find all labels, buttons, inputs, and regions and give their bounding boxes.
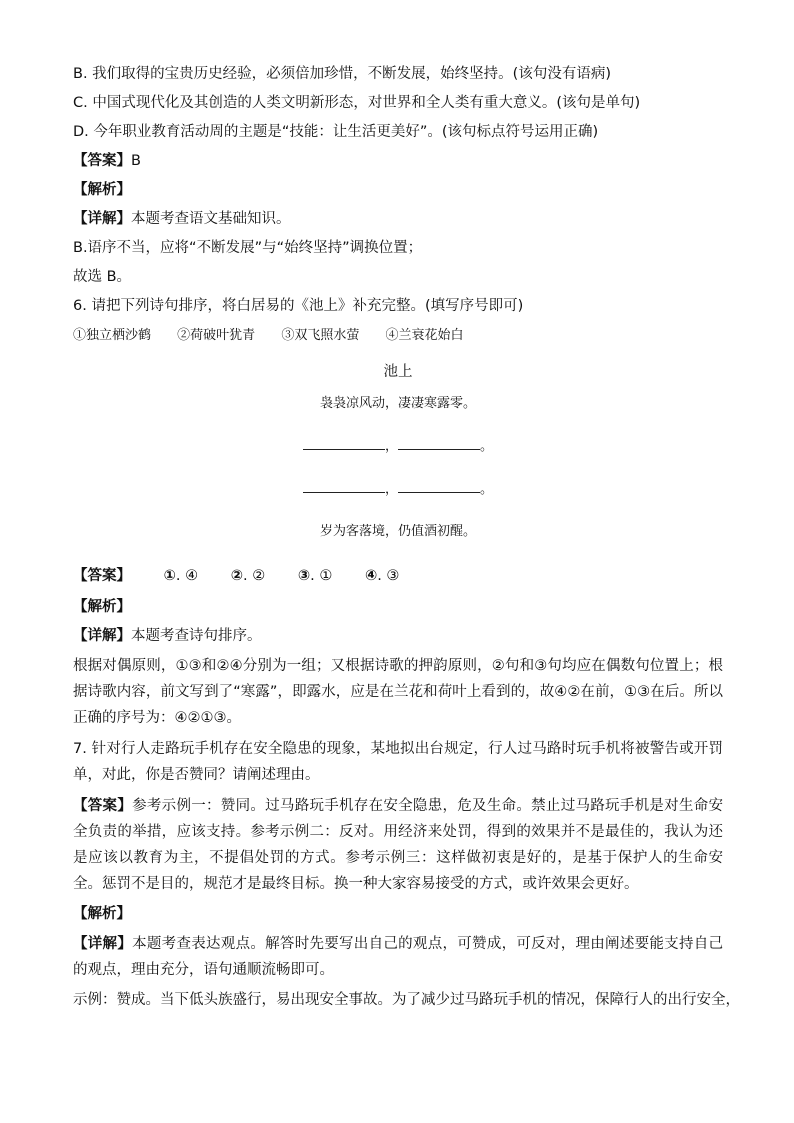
poem-blank-line xyxy=(73,478,723,501)
q7-detail xyxy=(73,931,723,983)
detail-text: 本题考查语文基础知识。 xyxy=(131,211,291,227)
document-page xyxy=(73,62,740,1017)
blank-separator: ， xyxy=(384,439,398,454)
blank-end: 。 xyxy=(480,482,494,497)
detail-label: 【详解】 xyxy=(73,628,131,644)
answer-slot: ④. ③ xyxy=(364,568,400,584)
detail-text: 本题考查表达观点。解答时先要写出自己的观点，可赞成，可反对，理由阐述要能支持自己的观点，理由充分，语句通顺流畅即可。 xyxy=(73,936,724,978)
q5-analysis-label: 【解析】 xyxy=(73,182,131,198)
q7-example: 示例：赞成。当下低头族盛行，易出现安全事故。为了减少过马路玩手机的情况，保障行人的出行安全， xyxy=(73,992,740,1008)
q6-answer xyxy=(73,563,723,589)
q6-option: ①独立栖沙鹤 xyxy=(73,328,152,343)
answer-blank xyxy=(398,478,480,493)
q5-detail-b: B.语序不当，应将“不断发展”与“始终坚持”调换位置； xyxy=(73,240,423,256)
q6-option: ②荷破叶犹青 xyxy=(177,328,256,343)
q6-options xyxy=(73,324,723,348)
answer-label: 【答案】 xyxy=(73,798,133,814)
detail-label: 【详解】 xyxy=(73,936,133,952)
q6-question: 6. 请把下列诗句排序，将白居易的《池上》补充完整。(填写序号即可) xyxy=(73,298,524,314)
q6-analysis-body: 根据对偶原则，①③和②④分别为一组；又根据诗歌的押韵原则，②句和③句均应在偶数句位置上；根据诗歌内容，前文写到了“寒露”，即露水，应是在兰花和荷叶上看到的，故④②在前，①③在后。所以正确的序号为：④②①③。 xyxy=(73,658,723,726)
q5-option-b: B. 我们取得的宝贵历史经验，必须倍加珍惜，不断发展，始终坚持。(该句没有语病) xyxy=(73,66,611,82)
answer-slot: ①. ④ xyxy=(163,568,199,584)
answer-text: 参考示例一：赞同。过马路玩手机存在安全隐患，危及生命。禁止过马路玩手机是对生命安全负责的举措，应该支持。参考示例二：反对。用经济来处罚，得到的效果并不是最佳的，我认为还是应该以教育为主，不提倡处罚的方式。参考示例三：这样做初衷是好的，是基于保护人的生命安全。惩罚不是目的，规范才是最终目标。换一种大家容易接受的方式，或许效果会更好。 xyxy=(73,798,724,892)
poem-line: 袅袅凉风动，凄凄寒露零。 xyxy=(319,396,476,411)
poem-title: 池上 xyxy=(383,364,413,380)
answer-blank xyxy=(398,435,480,450)
detail-text: 本题考查诗句排序。 xyxy=(131,628,262,644)
answer-blank xyxy=(303,435,385,450)
q7-analysis-label: 【解析】 xyxy=(73,906,131,922)
answer-value: B xyxy=(131,153,141,169)
q6-detail xyxy=(73,624,723,648)
answer-blank xyxy=(303,478,385,493)
answer-slot: ③. ① xyxy=(297,568,333,584)
q5-answer xyxy=(73,149,723,173)
q7-question: 7. 针对行人走路玩手机存在安全隐患的现象，某地拟出台规定，行人过马路时玩手机将被警告或开罚单，对此，你是否赞同？请阐述理由。 xyxy=(73,741,723,783)
blank-end: 。 xyxy=(480,439,494,454)
q6-analysis-label: 【解析】 xyxy=(73,599,131,615)
poem-line: 岁为客落境，仍值酒初醒。 xyxy=(319,524,476,539)
q5-option-c: C. 中国式现代化及其创造的人类文明新形态，对世界和全人类有重大意义。(该句是单句) xyxy=(73,95,641,111)
q6-option: ③双飞照水萤 xyxy=(281,328,360,343)
blank-separator: ， xyxy=(384,482,398,497)
q6-option: ④兰衰花始白 xyxy=(385,328,464,343)
answer-label: 【答案】 xyxy=(73,568,131,584)
q5-option-d: D. 今年职业教育活动周的主题是“技能：让生活更美好”。(该句标点符号运用正确) xyxy=(73,124,599,140)
detail-label: 【详解】 xyxy=(73,211,131,227)
q7-answer xyxy=(73,793,723,897)
poem-blank-line xyxy=(73,435,723,458)
q5-conclusion: 故选 B。 xyxy=(73,269,132,285)
poem-block xyxy=(73,360,723,543)
answer-slot: ②. ② xyxy=(230,568,266,584)
q5-detail xyxy=(73,207,723,231)
answer-label: 【答案】 xyxy=(73,153,131,169)
